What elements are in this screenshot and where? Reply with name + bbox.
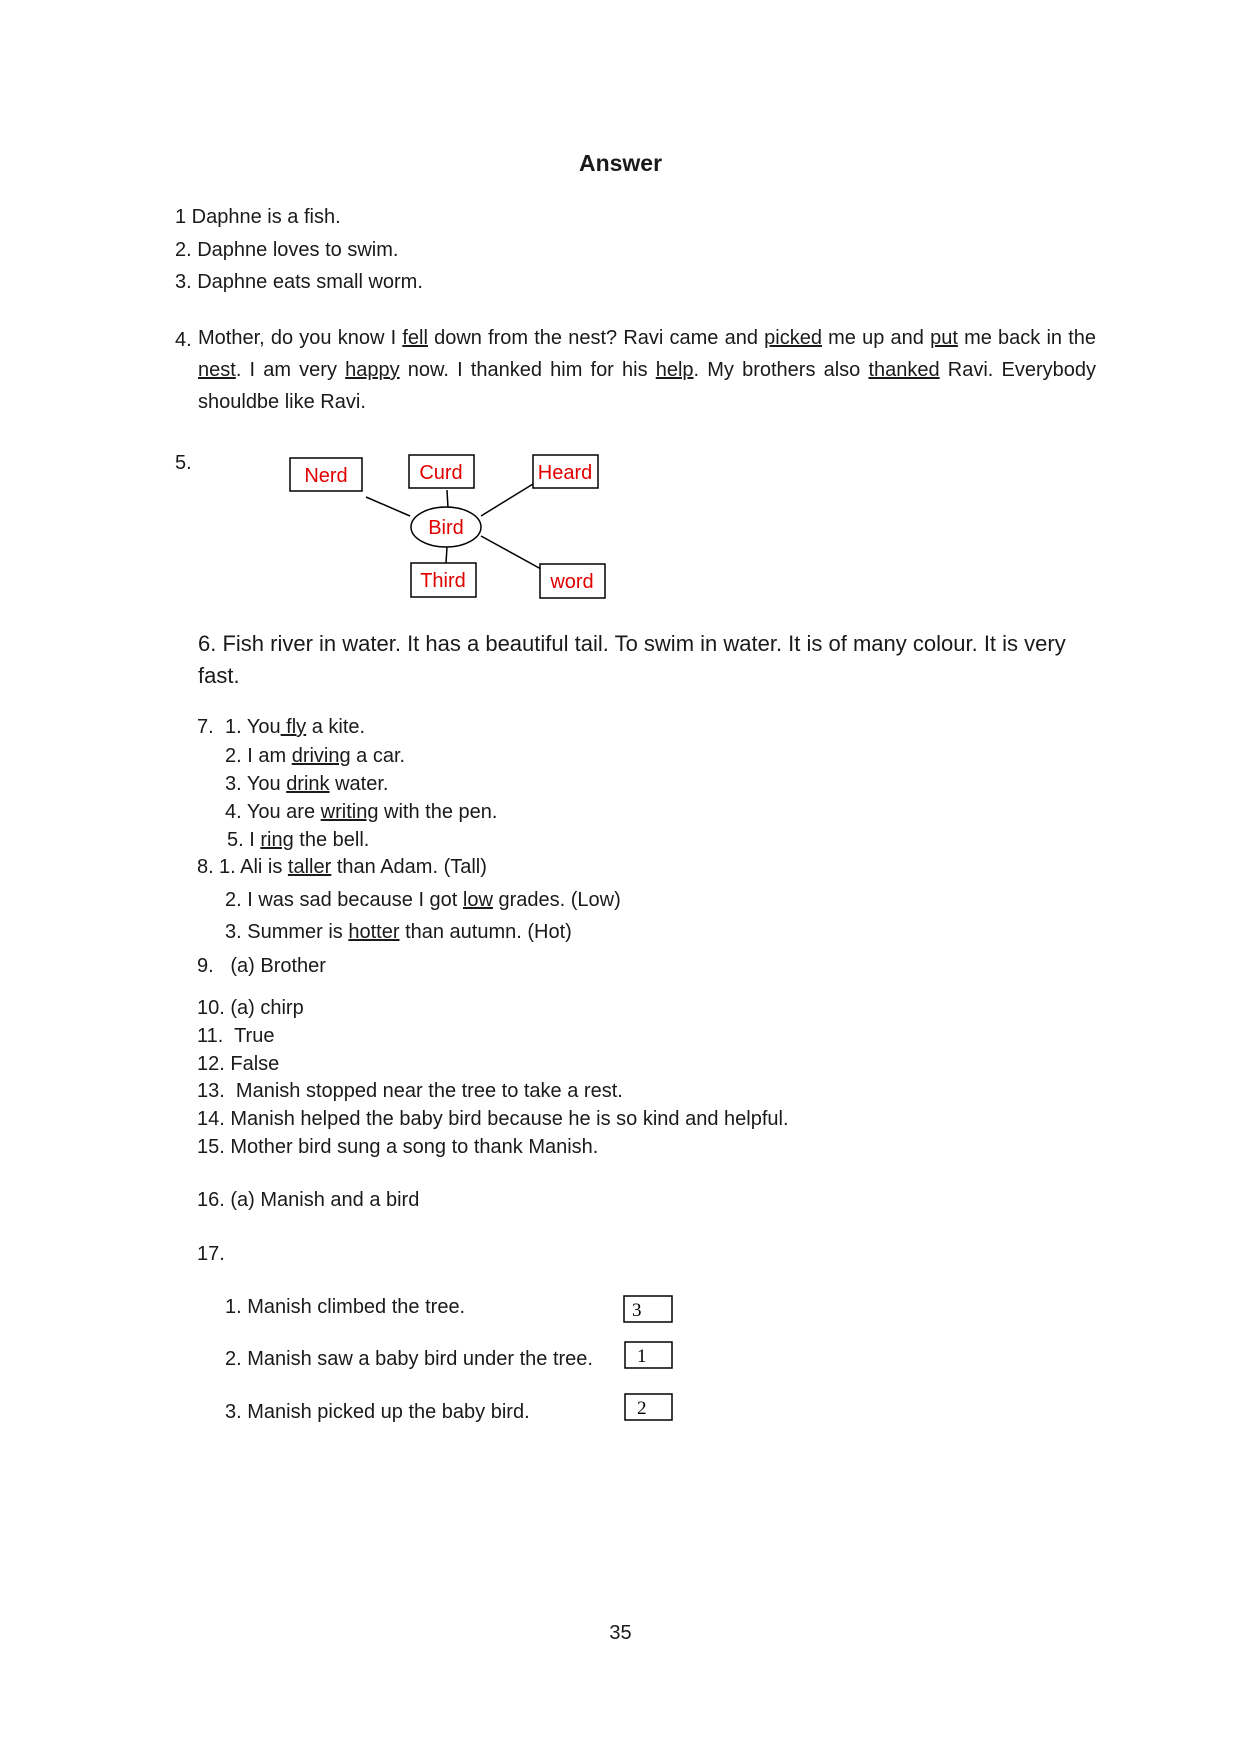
answer-7-text: 4. You are — [225, 801, 321, 823]
answer-4-text: now. I thanked him for his — [399, 359, 656, 381]
order-box-2 — [625, 1342, 672, 1368]
answer-7-item — [225, 716, 365, 739]
answer-4-text: me back in the — [957, 327, 1096, 349]
answer-4-text: me up and — [821, 327, 931, 349]
answer-7-text: 3. You — [225, 773, 287, 795]
answer-4-text: down from the nest? Ravi came and — [427, 327, 765, 349]
answer-8-underlined-word: hotter — [348, 921, 400, 943]
answer-7-text: a car. — [350, 745, 406, 767]
answer-8-item — [225, 889, 621, 912]
web-line-third — [446, 547, 447, 563]
answer-4-underlined-word: thanked — [868, 359, 940, 381]
answer-4-text: Ravi. Everybody shouldbe like Ravi. — [198, 359, 1096, 413]
web-word-heard: Heard — [537, 462, 593, 484]
sequence-item-3: 3. Manish picked up the baby bird. — [225, 1401, 530, 1423]
answer-8-item — [225, 921, 572, 944]
web-word-nerd: Nerd — [304, 465, 348, 487]
answer-8-text: 1. Ali is — [219, 856, 288, 878]
answer-7-underlined-word: fly — [280, 716, 307, 738]
answer-7-item — [225, 773, 388, 796]
answer-7-item — [225, 801, 497, 824]
answer-4-text: . My brothers also — [693, 359, 869, 381]
answer-4-underlined-word: nest — [198, 359, 236, 381]
web-word-third: Third — [420, 570, 466, 592]
answer-15: 15. Mother bird sung a song to thank Manish. — [197, 1136, 599, 1158]
answer-4-underlined-word: picked — [764, 327, 822, 349]
answer-1: 1 Daphne is a fish. — [175, 206, 341, 228]
answer-7-underlined-word: driving — [291, 745, 351, 767]
answer-7-underlined-word: writing — [320, 801, 379, 823]
answer-7-text: 1. You — [225, 716, 281, 738]
answer-16: 16. (a) Manish and a bird — [197, 1189, 420, 1211]
sequence-item-1: 1. Manish climbed the tree. — [225, 1296, 466, 1318]
order-value-1: 3 — [632, 1300, 642, 1321]
answer-3: 3. Daphne eats small worm. — [175, 271, 423, 293]
answer-4-underlined-word: help — [655, 359, 694, 381]
answer-2: 2. Daphne loves to swim. — [175, 239, 399, 261]
answer-4-underlined-word: happy — [345, 359, 400, 381]
answer-12: 12. False — [197, 1053, 280, 1075]
answer-8-item — [219, 856, 487, 879]
web-line-curd — [447, 490, 448, 508]
answer-6: 6. Fish river in water. It has a beautiful tail. To swim in water. It is of many colour. It is very fast. — [198, 631, 1066, 688]
answer-9: 9. (a) Brother — [197, 955, 326, 977]
page-number: 35 — [609, 1622, 632, 1644]
answer-4-number: 4. — [175, 329, 192, 351]
answer-7-underlined-word: ring — [260, 829, 294, 851]
answer-4-text: Mother, do you know I — [198, 327, 403, 349]
answer-5-number: 5. — [175, 452, 192, 474]
answer-7-text: water. — [329, 773, 389, 795]
order-value-3: 2 — [637, 1398, 647, 1419]
page-title: Answer — [578, 150, 663, 176]
web-line-word — [481, 536, 541, 569]
answer-7-text: a kite. — [306, 716, 366, 738]
answer-8-text: than Adam. (Tall) — [331, 856, 487, 878]
answer-11: 11. True — [197, 1025, 275, 1047]
answer-7-text: with the pen. — [378, 801, 498, 823]
answer-7-item — [225, 745, 405, 768]
answer-8-underlined-word: low — [462, 889, 493, 911]
answer-8-text: 2. I was sad because I got — [225, 889, 463, 911]
web-word-word: word — [550, 571, 594, 593]
order-box-3 — [625, 1394, 672, 1420]
answer-7-number: 7. — [197, 716, 214, 738]
order-value-2: 1 — [637, 1346, 647, 1367]
web-line-heard — [481, 484, 533, 516]
answer-7-text: 5. I — [227, 829, 261, 851]
web-word-curd: Curd — [419, 462, 463, 484]
answer-7-item — [227, 829, 369, 852]
answer-8-text: 3. Summer is — [225, 921, 349, 943]
answer-7-underlined-word: drink — [286, 773, 330, 795]
answer-14: 14. Manish helped the baby bird because he is so kind and helpful. — [197, 1108, 789, 1130]
answer-17-number: 17. — [197, 1243, 225, 1265]
answer-7-text: the bell. — [293, 829, 370, 851]
web-center-label: Bird — [428, 517, 464, 539]
answer-8-text: grades. (Low) — [492, 889, 621, 911]
answer-4-text: . I am very — [235, 359, 346, 381]
web-line-nerd — [366, 497, 410, 516]
answer-4-underlined-word: put — [930, 327, 958, 349]
answer-7-text: 2. I am — [225, 745, 292, 767]
answer-8-text: than autumn. (Hot) — [399, 921, 572, 943]
answer-13: 13. Manish stopped near the tree to take a rest. — [197, 1080, 623, 1102]
answer-10: 10. (a) chirp — [197, 997, 304, 1019]
sequence-item-2: 2. Manish saw a baby bird under the tree. — [225, 1348, 593, 1370]
answer-4-underlined-word: fell — [402, 327, 428, 349]
answer-8-underlined-word: taller — [287, 856, 332, 878]
answer-8-number: 8. — [197, 856, 214, 878]
